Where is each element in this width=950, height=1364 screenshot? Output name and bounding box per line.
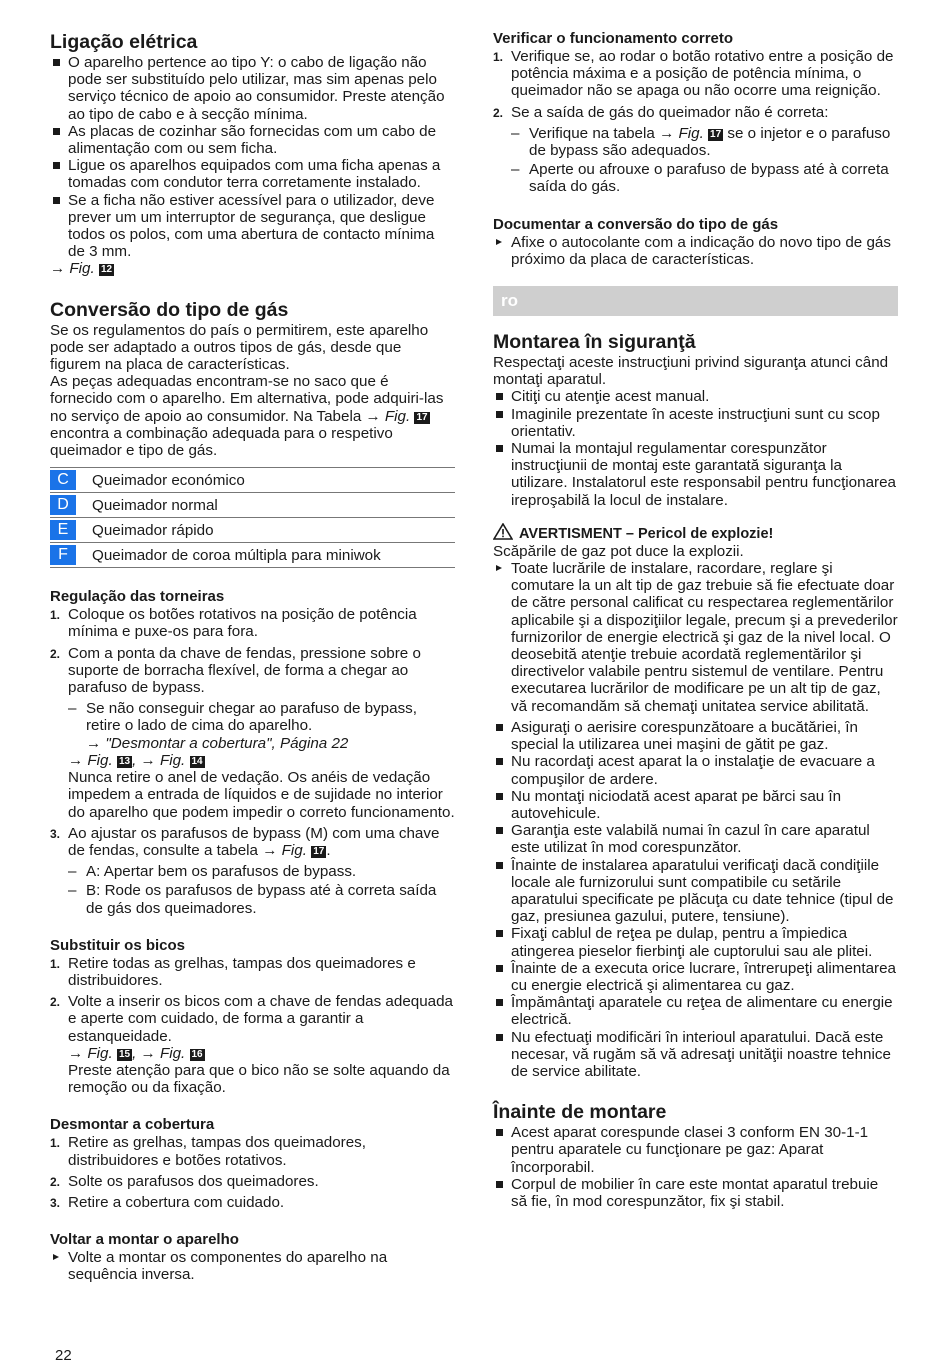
- list-item: Corpul de mobilier în care este montat aparatul trebuie să fie, în mod corespunzător, fix şi stabil.: [493, 1176, 898, 1210]
- cross-reference-link[interactable]: → "Desmontar a cobertura", Página 22: [86, 734, 349, 752]
- language-bar: ro: [493, 286, 898, 316]
- burner-table: [50, 467, 455, 568]
- list-item: Citiţi cu atenţie acest manual.: [493, 388, 898, 405]
- dash-item: – Verifique na tabela → Fig. 17 se o injetor e o parafuso de bypass são adequados.: [493, 125, 898, 159]
- dash-item: – Aperte ou afrouxe o parafuso de bypass até à correta saída do gás.: [493, 161, 898, 195]
- fig-number-badge: 17: [313, 845, 325, 857]
- step-item: 3. Ao ajustar os parafusos de bypass (M) com uma chave de fendas, consulte a tabela → Fig. 17 .: [50, 824, 440, 859]
- left-column: [50, 30, 455, 1284]
- list-item: Înainte de a executa orice lucrare, întrerupeţi alimentarea cu energie electrică şi alimentarea cu gaz.: [493, 960, 898, 994]
- list-item: O aparelho pertence ao tipo Y: o cabo de ligação não pode ser substituído pelo utilizar, mas sim apenas pelo serviço técnico de apoio ao consumidor. Preste atenção ao tipo de cabo e à secção mínima.: [50, 54, 455, 123]
- list-item: Garanţia este valabilă numai în cazul în care aparatul este utilizat în mod corespunzător.: [493, 822, 898, 856]
- voltar-list: [50, 1249, 455, 1283]
- fig-number-badge: 12: [100, 264, 113, 276]
- list-item: Volte a montar os componentes do aparelho na sequência inversa.: [50, 1249, 455, 1283]
- subsection-title-verificar: Verificar o funcionamento correto: [493, 30, 734, 47]
- section-title-montarea: Montarea în siguranţă: [493, 331, 696, 354]
- burner-label: Queimador normal: [76, 493, 455, 518]
- table-row: [50, 493, 455, 518]
- list-item: Imaginile prezentate în aceste instrucţiuni sunt cu scop orientativ.: [493, 406, 898, 440]
- fig-number-badge: 15: [118, 1048, 131, 1060]
- burner-letter-badge: D: [50, 495, 76, 515]
- list-item: Toate lucrările de instalare, racordare, reglare şi comutare la un alt tip de gaz trebuie să fie efectuate doar de către personal calificat cu respectarea reglementărilor aplicabile şi a dispoziţiilor legale, precum şi a prevederilor furnizorilor de energie electrică şi gaz de la nivel local. O deosebită atenţie trebuie acordată reglementărilor şi directivelor valabile pentru sistemul de ventilare. Pentru executarea lucrărilor de modificare pe un alt tip de gaz, vă recomandăm să chemaţi unitatea service abilitată.: [493, 560, 898, 715]
- page-number: 22: [55, 1347, 72, 1364]
- step-item: 2. Volte a inserir os bicos com a chave de fendas adequada e aperte com cuidado, de forma a garantir a estanqueidade.: [50, 993, 453, 1045]
- desmontar-steps: [50, 1134, 455, 1211]
- list-item: Se a ficha não estiver acessível para o utilizador, deve prever um um interruptor de segurança, que desligue todos os polos, com uma abertura de contacto mínima de 3 mm.: [50, 192, 455, 261]
- note-text: Preste atenção para que o bico não se solte aquando da remoção ou da fixação.: [68, 1061, 450, 1097]
- list-item: Nu montaţi niciodată acest aparat pe bărci sau în autovehicule.: [493, 788, 898, 822]
- burner-letter-badge: C: [50, 470, 76, 490]
- figure-reference: → Fig. 15 , → Fig. 16: [68, 1044, 203, 1062]
- section-title-inainte: Înainte de montare: [493, 1101, 667, 1124]
- warning-text: Scăpările de gaz pot duce la explozii.: [493, 542, 744, 560]
- regulacao-steps: [50, 606, 455, 696]
- list-item: Numai la montajul regulamentar corespunzător instrucţiunii de montaj este garantată siguranţa la utilizare. Instalatorul este responsabil pentru funcţionarea ireproşabilă la locul de instalare.: [493, 440, 898, 509]
- warning-triangle-icon: [493, 523, 513, 540]
- warning-list: [493, 560, 898, 715]
- verificar-steps: [493, 48, 898, 121]
- burner-letter-badge: F: [50, 545, 76, 565]
- montarea-list-2: [493, 719, 898, 1080]
- regulacao-steps-cont: [50, 825, 455, 859]
- list-item: Împământaţi aparatele cu reţea de alimentare cu energie electrică.: [493, 994, 898, 1028]
- table-row: [50, 518, 455, 543]
- list-item: Acest aparat corespunde clasei 3 conform EN 30-1-1 pentru aparatele cu funcţionare pe gaz: Aparat încorporabil.: [493, 1124, 898, 1176]
- montarea-list: [493, 388, 898, 508]
- fig-number-badge: 14: [191, 755, 203, 767]
- fig-number-badge: 17: [710, 128, 722, 140]
- paragraph: As peças adequadas encontram-se no saco que é fornecido com o aparelho. Em alternativa, pode adquiri-las no serviço de apoio ao consumidor. Na Tabela → Fig. 17 encontra a combinação adequada para o respetivo queimador e tipo de gás.: [50, 373, 444, 460]
- burner-letter-badge: E: [50, 520, 76, 540]
- fig-number-badge: 17: [416, 411, 428, 423]
- inainte-list: [493, 1124, 898, 1210]
- right-column: [493, 30, 898, 1210]
- paragraph: Se os regulamentos do país o permitirem, este aparelho pode ser adaptado a outros tipos de gás, desde que figurem na placa de características.: [50, 321, 429, 374]
- figure-reference: [50, 260, 455, 277]
- dash-item: – B: Rode os parafusos de bypass até à correta saída de gás dos queimadores.: [50, 882, 455, 916]
- figure-reference: → Fig. 13 , → Fig. 14: [68, 751, 203, 769]
- step-item: 2. Solte os parafusos dos queimadores.: [50, 1172, 319, 1190]
- list-item: Afixe o autocolante com a indicação do novo tipo de gás próximo da placa de características.: [493, 234, 898, 268]
- burner-label: Queimador económico: [76, 468, 455, 493]
- step-item: 2. Com a ponta da chave de fendas, pressione sobre o suporte de borracha flexível, de forma a chegar ao parafuso de bypass.: [50, 644, 421, 697]
- ligacao-list: [50, 54, 455, 260]
- dash-item: – A: Apertar bem os parafusos de bypass.: [50, 863, 455, 880]
- burner-label: Queimador rápido: [76, 518, 455, 543]
- table-row: [50, 468, 455, 493]
- fig-number-badge: 16: [191, 1048, 203, 1060]
- fig-label: → Fig.: [365, 407, 411, 425]
- step-item: 1. Verifique se, ao rodar o botão rotativo entre a posição de potência máxima e a posição de potência mínima, o queimador não se apaga ou não ocorre uma reignição.: [493, 48, 894, 100]
- section-title-conversao: Conversão do tipo de gás: [50, 298, 289, 321]
- fig-label: → Fig.: [50, 260, 95, 278]
- list-item: Fixaţi cablul de reţea pe dulap, pentru a împiedica atingerea pieselor fierbinţi ale cuptorului sau ale plitei.: [493, 925, 898, 959]
- step-item: 3. Retire a cobertura com cuidado.: [50, 1193, 285, 1211]
- paragraph: Respectaţi aceste instrucţiuni privind siguranţa atunci când montaţi aparatul.: [493, 354, 889, 389]
- subsection-title-bicos: Substituir os bicos: [50, 936, 186, 954]
- warning-title: AVERTISMENT – Pericol de explozie!: [519, 525, 774, 542]
- note-text: Nunca retire o anel de vedação. Os anéis de vedação impedem a entrada de líquidos e de sujidade no interior do aparelho que podem impedir o correto funcionamento.: [68, 769, 455, 821]
- step-item: 1. Coloque os botões rotativos na posição de potência mínima e puxe-os para fora.: [50, 606, 417, 641]
- subsection-title-documentar: Documentar a conversão do tipo de gás: [493, 215, 779, 233]
- subsection-title-desmontar: Desmontar a cobertura: [50, 1116, 215, 1134]
- step-item: 1. Retire as grelhas, tampas dos queimadores, distribuidores e botões rotativos.: [50, 1134, 366, 1169]
- subsection-title-regulacao: Regulação das torneiras: [50, 588, 225, 606]
- section-title-ligacao: Ligação elétrica: [50, 31, 198, 53]
- step-item: 2. Se a saída de gás do queimador não é correta:: [493, 103, 829, 121]
- list-item: Asiguraţi o aerisire corespunzătoare a bucătăriei, în special la utilizarea unei maşini de gătit pe gaz.: [493, 719, 898, 753]
- documentar-list: [493, 234, 898, 268]
- list-item: As placas de cozinhar são fornecidas com um cabo de alimentação com ou sem ficha.: [50, 123, 455, 157]
- list-item: Nu efectuaţi modificări în interioul aparatului. Dacă este necesar, vă rugăm să vă adresaţi unităţii noastre tehnice de service abilitate.: [493, 1029, 898, 1081]
- burner-label: Queimador de coroa múltipla para miniwok: [76, 543, 455, 568]
- step-item: 1. Retire todas as grelhas, tampas dos queimadores e distribuidores.: [50, 954, 416, 989]
- dash-item: – Se não conseguir chegar ao parafuso de bypass, retire o lado de cima do aparelho.: [50, 700, 455, 734]
- bicos-steps: [50, 955, 455, 1045]
- list-item: Nu racordaţi acest aparat la o instalaţie de evacuare a compuşilor de ardere.: [493, 753, 898, 787]
- list-item: Ligue os aparelhos equipados com uma ficha apenas a tomadas com condutor terra corretamente instalado.: [50, 157, 455, 191]
- warning-heading: [493, 523, 898, 543]
- fig-number-badge: 13: [118, 755, 131, 767]
- list-item: Înainte de instalarea aparatului verificaţi dacă condiţiile locale ale furnizorului sunt compatibile cu setările aparatului specificate pe plăcuţa cu date tehnice (tipul de gaz, presiunea gazului, putere, tensiune).: [493, 857, 898, 926]
- subsection-title-voltar: Voltar a montar o aparelho: [50, 1231, 239, 1249]
- table-row: [50, 543, 455, 568]
